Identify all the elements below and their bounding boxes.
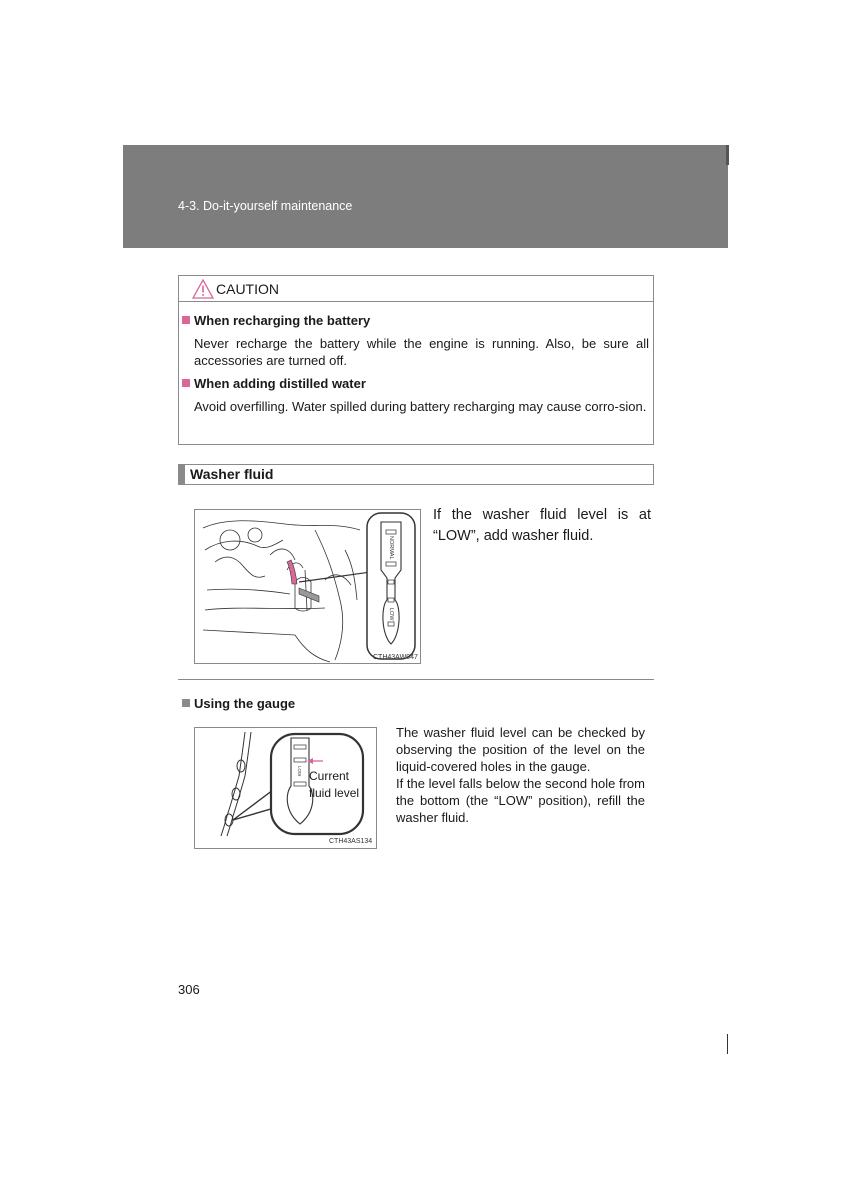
bullet-square-icon — [182, 699, 190, 707]
section-title: 4-3. Do-it-yourself maintenance — [178, 199, 353, 213]
heading-bar — [179, 465, 185, 484]
gauge-label-low: LOW — [388, 608, 394, 621]
caution-item-text: Avoid overfilling. Water spilled during battery recharging may cause corro-sion. — [194, 399, 647, 414]
gauge-text-2: If the level falls below the second hole from the bottom (the “LOW” position), refill the washer fluid. — [396, 776, 645, 825]
page-number: 306 — [178, 982, 200, 997]
caution-item-title: When recharging the battery — [182, 313, 370, 328]
caution-item-text: Never recharge the battery while the engine is running. Also, be sure all accessories are turned off. — [194, 336, 649, 368]
washer-fluid-heading — [178, 464, 654, 485]
caution-label: CAUTION — [216, 281, 279, 297]
figure-code: CTH43AW047 — [373, 654, 418, 661]
gauge-text-1: The washer fluid level can be checked by observing the position of the level on the liquid-covered holes in the gauge. — [396, 725, 645, 774]
header-notch — [726, 145, 729, 165]
section-divider — [178, 679, 654, 680]
bullet-square-icon — [182, 316, 190, 324]
engine-bay-drawing — [195, 510, 420, 663]
using-gauge-title: Using the gauge — [182, 696, 295, 711]
gauge-illustration — [194, 727, 377, 849]
gauge-label-low: LOW — [297, 766, 302, 777]
warning-triangle-icon — [192, 279, 214, 299]
washer-fluid-title: Washer fluid — [190, 466, 274, 482]
gauge-label-normal: NORMAL — [388, 536, 394, 560]
current-fluid-level-label: Current fluid level — [309, 769, 360, 800]
chapter-header — [123, 145, 728, 248]
caution-item-title: When adding distilled water — [182, 376, 366, 391]
figure-code: CTH43AS134 — [329, 838, 373, 845]
page-edge-tick — [727, 1034, 728, 1054]
washer-intro-text: If the washer fluid level is at “LOW”, add washer fluid. — [433, 507, 651, 544]
caution-header — [179, 276, 653, 302]
bullet-square-icon — [182, 379, 190, 387]
engine-bay-illustration — [194, 509, 421, 664]
